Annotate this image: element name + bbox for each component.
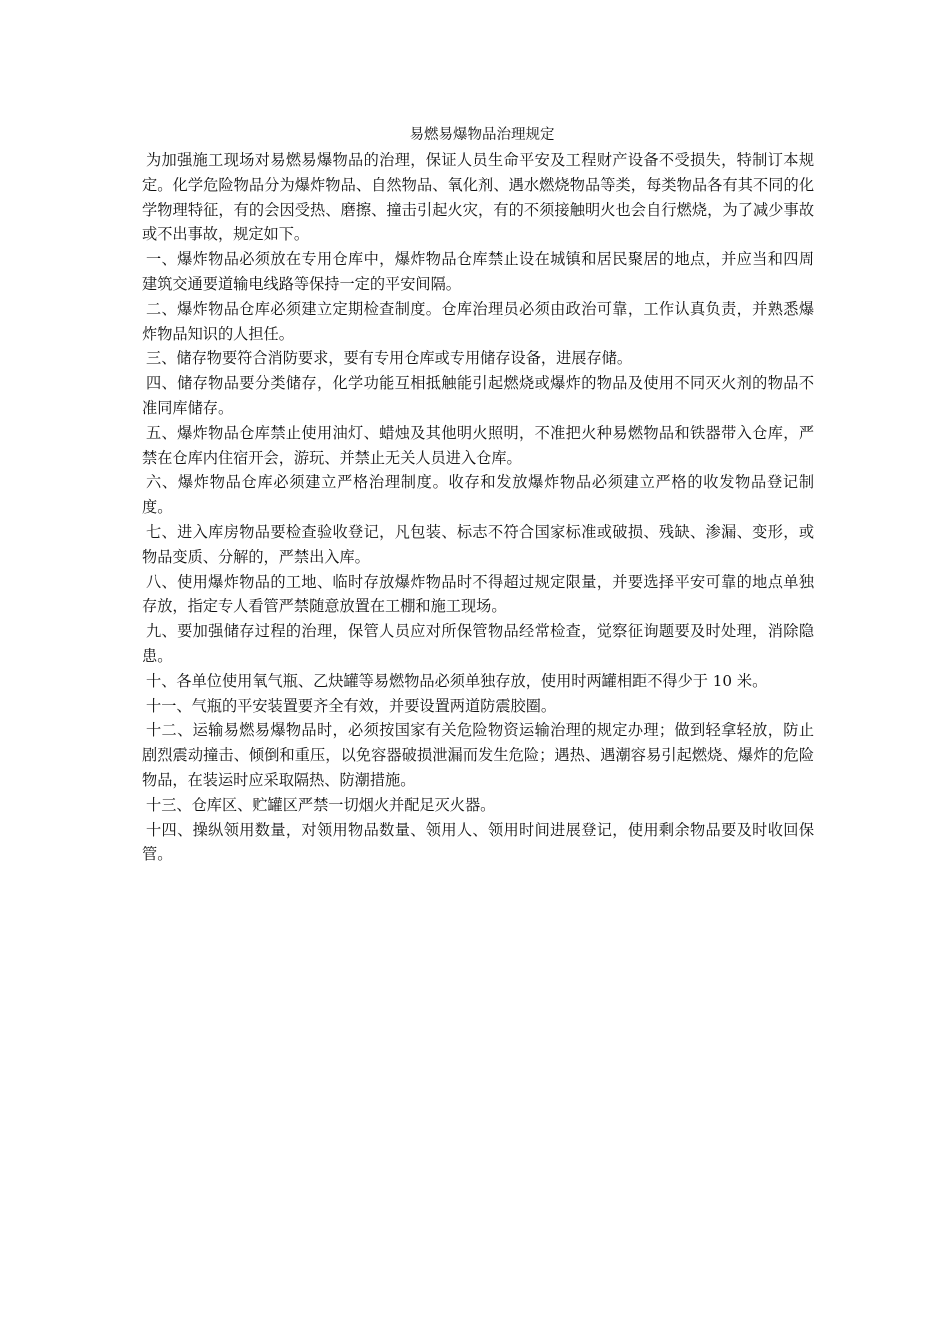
rule-paragraph-7: 七、进入库房物品要检查验收登记，凡包装、标志不符合国家标准或破损、残缺、渗漏、变形，或物品变质、分解的，严禁出入库。 <box>142 522 814 566</box>
rule-paragraph-6: 六、爆炸物品仓库必须建立严格治理制度。收存和发放爆炸物品必须建立严格的收发物品登记制度。 <box>142 473 814 517</box>
rule-paragraph-12: 十二、运输易燃易爆物品时，必须按国家有关危险物资运输治理的规定办理；做到轻拿轻放，防止剧烈震动撞击、倾倒和重压，以免容器破损泄漏而发生危险；遇热、遇潮容易引起燃烧、爆炸的危险物品，在装运时应采取隔热、防潮措施。 <box>142 721 814 789</box>
rule-paragraph-10: 十、各单位使用氧气瓶、乙炔罐等易燃物品必须单独存放，使用时两罐相距不得少于 10 米。 <box>146 671 768 690</box>
rule-paragraph-3: 三、储存物要符合消防要求，要有专用仓库或专用储存设备，进展存储。 <box>146 349 632 368</box>
rule-paragraph-4: 四、储存物品要分类储存，化学功能互相抵触能引起燃烧或爆炸的物品及使用不同灭火剂的物品不准同库储存。 <box>142 374 814 417</box>
intro-paragraph: 为加强施工现场对易燃易爆物品的治理，保证人员生命平安及工程财产设备不受损失，特制订本规定。化学危险物品分为爆炸物品、自然物品、氧化剂、遇水燃烧物品等类，每类物品各有其不同的化学物理特征，有的会因受热、磨擦、撞击引起火灾，有的不须接触明火也会自行燃烧，为了减少事故或不出事故，规定如下。 <box>142 151 814 244</box>
rule-paragraph-2: 二、爆炸物品仓库必须建立定期检查制度。仓库治理员必须由政治可靠，工作认真负责，并熟悉爆炸物品知识的人担任。 <box>142 299 814 343</box>
rule-paragraph-1: 一、爆炸物品必须放在专用仓库中，爆炸物品仓库禁止设在城镇和居民聚居的地点，并应当和四周建筑交通要道输电线路等保持一定的平安间隔。 <box>142 250 814 293</box>
rule-paragraph-11: 十一、气瓶的平安装置要齐全有效，并要设置两道防震胶圈。 <box>146 696 557 715</box>
rule-paragraph-8: 八、使用爆炸物品的工地、临时存放爆炸物品时不得超过规定限量，并要选择平安可靠的地点单独存放，指定专人看管严禁随意放置在工棚和施工现场。 <box>142 572 814 616</box>
document-title: 易燃易爆物品治理规定 <box>409 127 555 143</box>
rule-paragraph-9: 九、要加强储存过程的治理，保管人员应对所保管物品经常检查，觉察征询题要及时处理，消除隐患。 <box>142 622 814 665</box>
rule-paragraph-5: 五、爆炸物品仓库禁止使用油灯、蜡烛及其他明火照明，不准把火种易燃物品和铁器带入仓库，严禁在仓库内住宿开会，游玩、并禁止无关人员进入仓库。 <box>142 423 814 467</box>
document-body <box>142 122 814 867</box>
rule-paragraph-14: 十四、操纵领用数量，对领用物品数量、领用人、领用时间进展登记，使用剩余物品要及时收回保管。 <box>142 820 814 864</box>
rule-paragraph-13: 十三、仓库区、贮罐区严禁一切烟火并配足灭火器。 <box>146 795 496 814</box>
